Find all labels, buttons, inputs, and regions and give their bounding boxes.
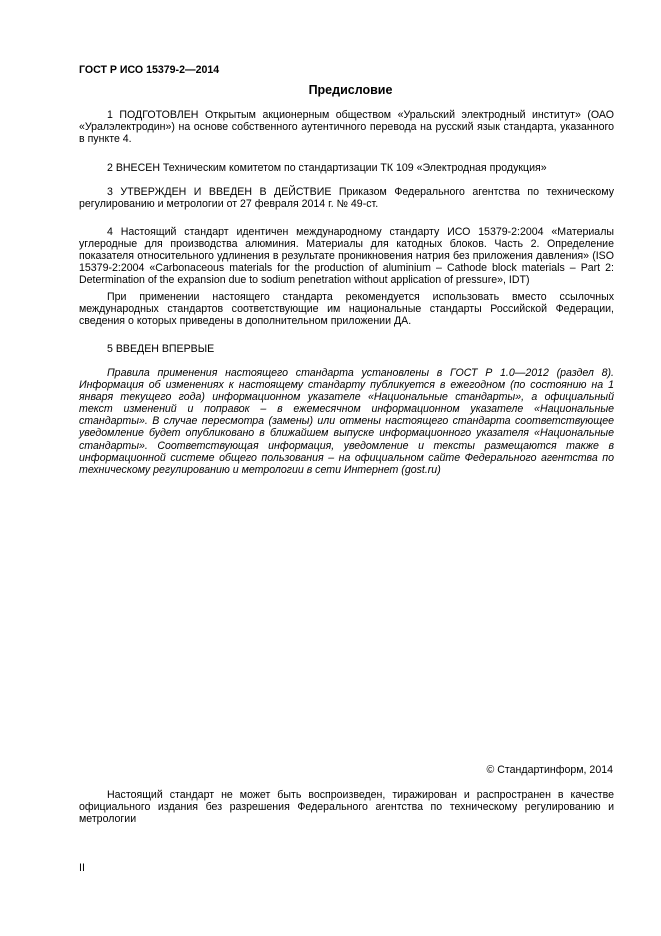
paragraph-first-introduced: 5 ВВЕДЕН ВПЕРВЫЕ (107, 343, 215, 355)
paragraph-identical-standard: 4 Настоящий стандарт идентичен международному стандарту ИСО 15379-2:2004 «Материалы углеродные для производства алюминия. Материалы для катодных блоков. Часть 2. Определение показателя относительного удлинения в результате проникновения натрия без приложения давления» (ISO 15379-2:2004 «Carbonaceous materials for the production of aluminium – Cathode block materials – Part 2: Determination of the expansion due to sodium penetration without application of pressure», IDT) (79, 226, 614, 287)
paragraph-introduced-by: 2 ВНЕСЕН Техническим комитетом по стандартизации ТК 109 «Электродная продукция» (107, 162, 547, 174)
copyright-notice: © Стандартинформ, 2014 (486, 764, 613, 776)
page-title: Предисловие (308, 83, 393, 97)
paragraph-reference-standards: При применении настоящего стандарта рекомендуется использовать вместо ссылочных международных стандартов соответствующие им национальные стандарты Российской Федерации, сведения о которых приведены в дополнительном приложении ДА. (79, 291, 614, 328)
standard-code-header: ГОСТ Р ИСО 15379-2—2014 (79, 64, 220, 76)
reproduction-notice: Настоящий стандарт не может быть воспроизведен, тиражирован и распространен в качестве официального издания без разрешения Федерального агентства по техническому регулированию и метрологии (79, 789, 614, 826)
paragraph-prepared-by: 1 ПОДГОТОВЛЕН Открытым акционерным обществом «Уральский электродный институт» (ОАО «Уралэлектродин») на основе собственного аутентичного перевода на русский язык стандарта, указанного в пункте 4. (79, 109, 614, 146)
paragraph-approved: 3 УТВЕРЖДЕН И ВВЕДЕН В ДЕЙСТВИЕ Приказом Федерального агентства по техническому регулированию и метрологии от 27 февраля 2014 г. № 49-ст. (79, 186, 614, 211)
page-number: II (79, 862, 85, 874)
paragraph-application-rules: Правила применения настоящего стандарта установлены в ГОСТ Р 1.0—2012 (раздел 8). Информация об изменениях к настоящему стандарту публикуется в ежегодном (по состоянию на 1 января текущего года) информационном указателе «Национальные стандарты», а официальный текст изменений и поправок – в ежемесячном информационном указателе «Национальные стандарты». В случае пересмотра (замены) или отмены настоящего стандарта соответствующее уведомление будет опубликовано в ближайшем выпуске информационного указателя «Национальные стандарты». Соответствующая информация, уведомление и тексты размещаются также в информационной системе общего пользования – на официальном сайте Федерального агентства по техническому регулированию и метрологии в сети Интернет (gost.ru) (79, 367, 614, 476)
